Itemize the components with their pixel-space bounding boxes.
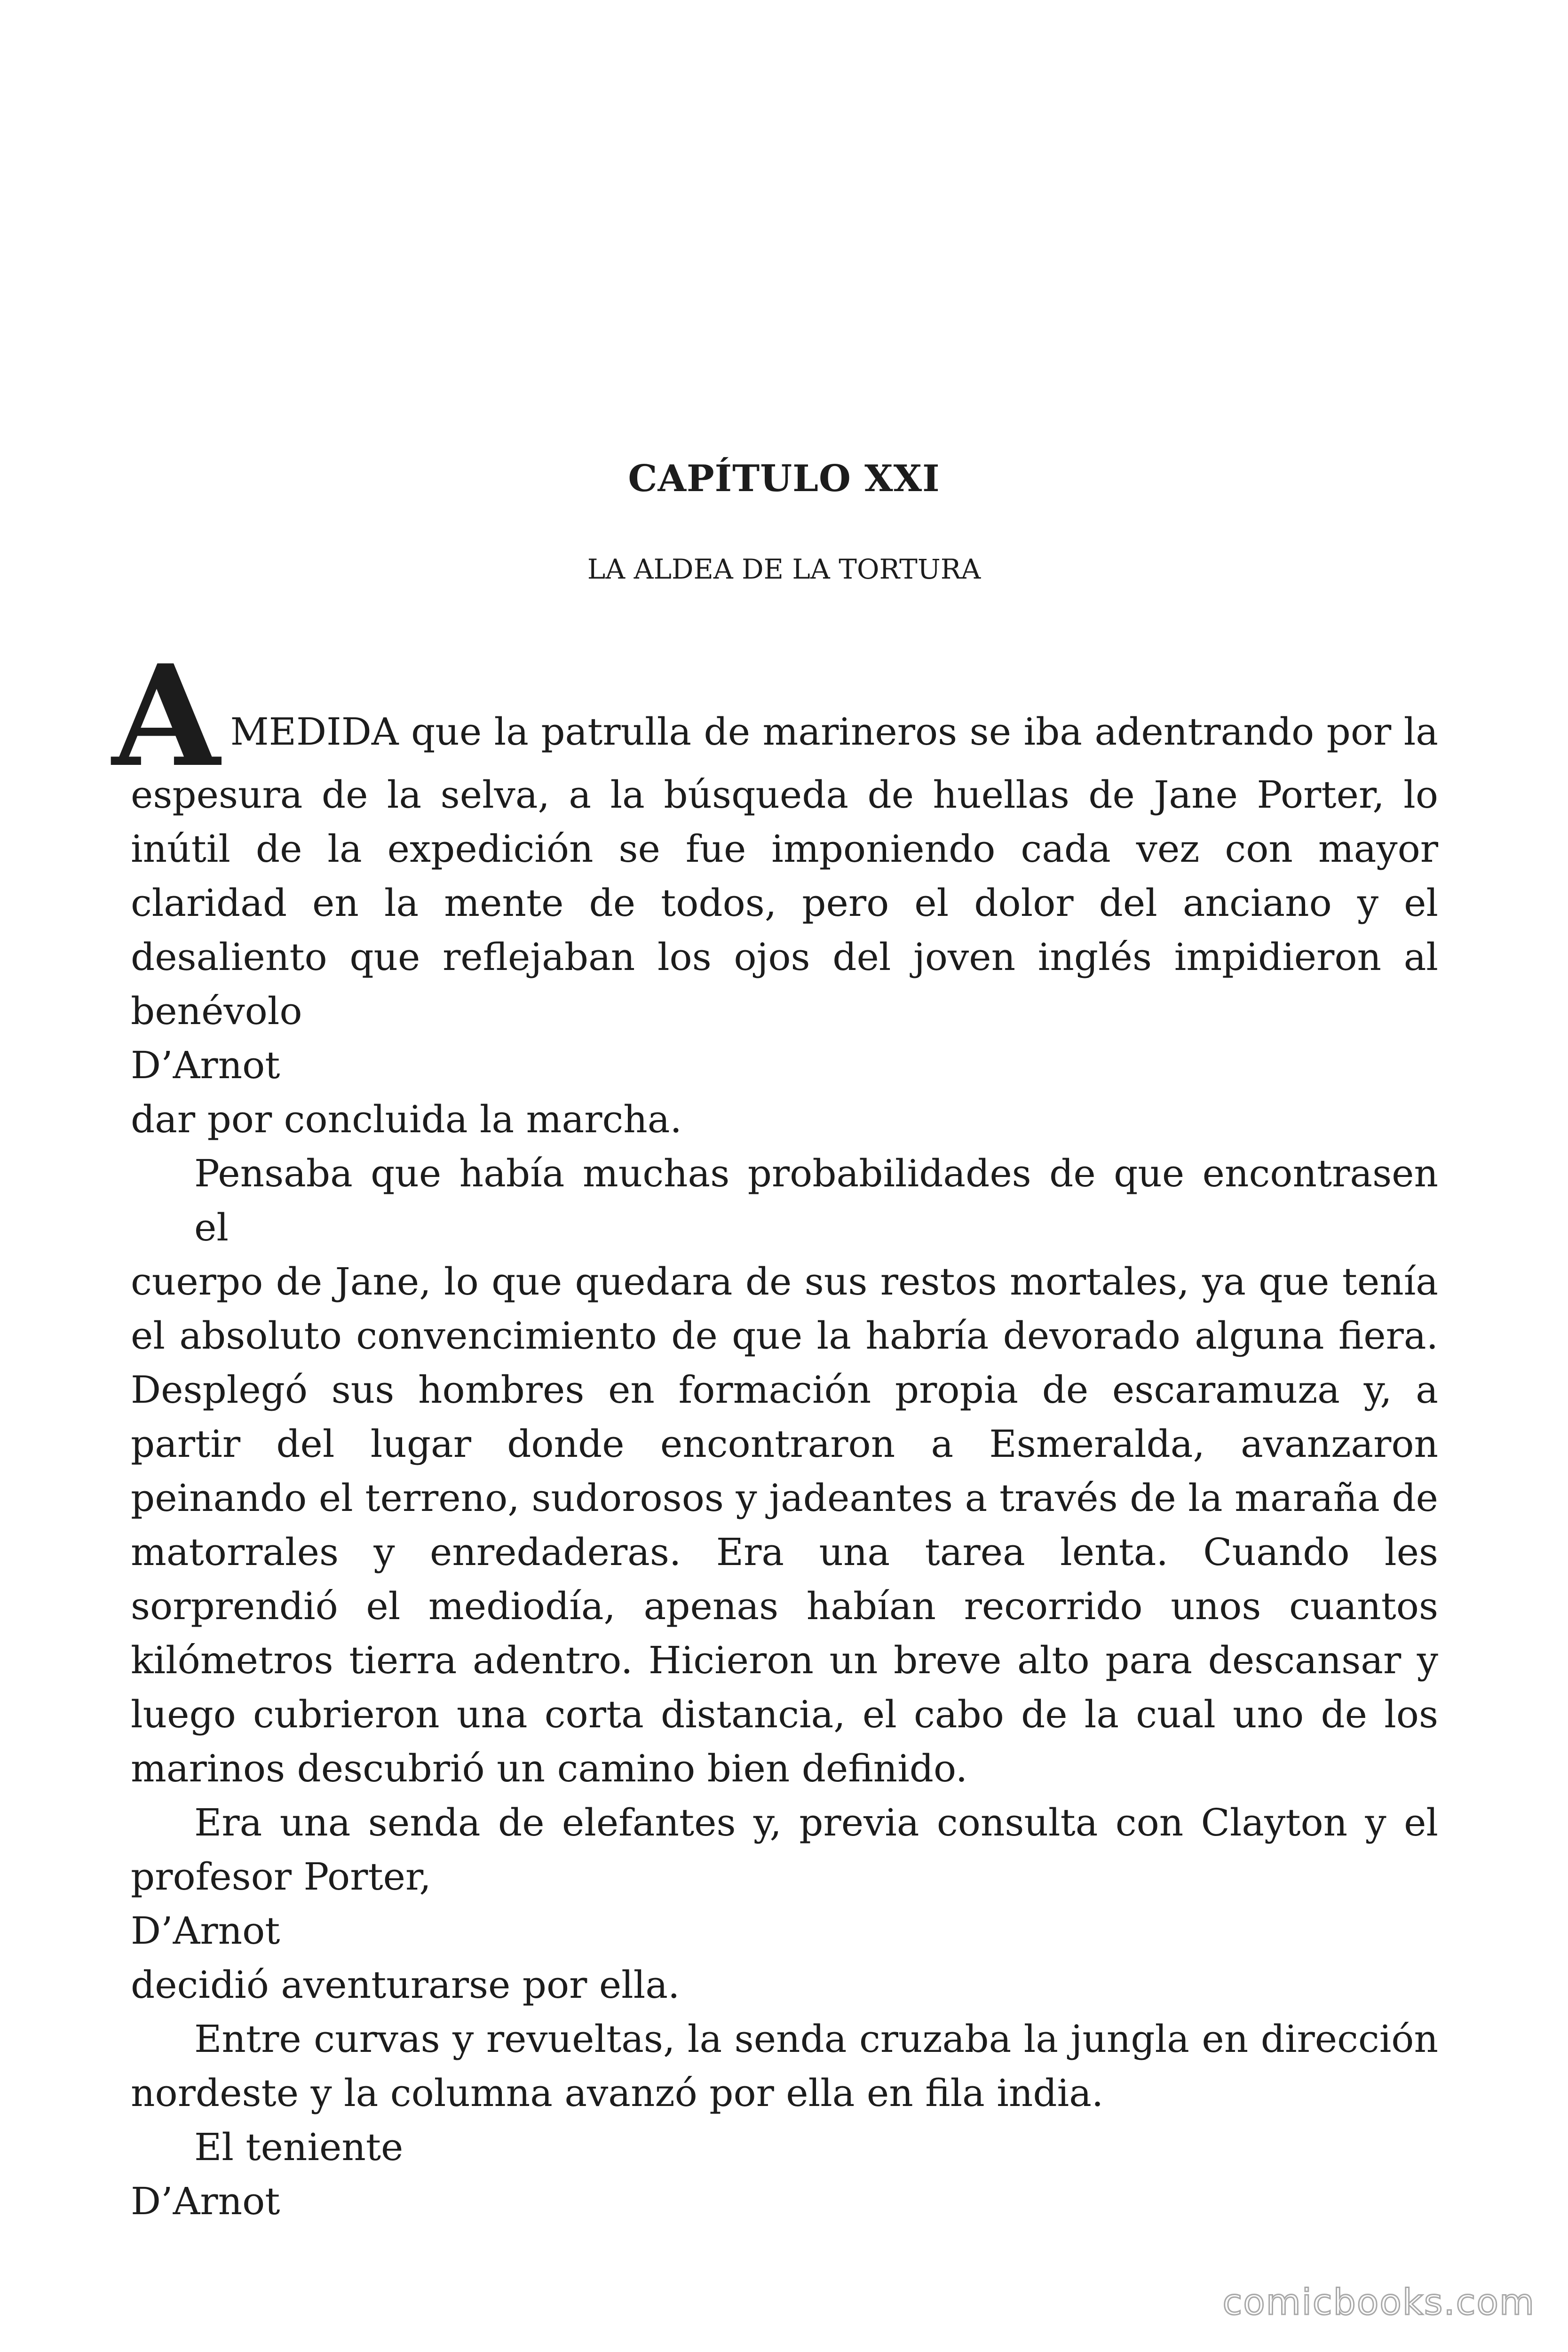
paragraph-line: D’Arnot	[131, 2179, 280, 2223]
paragraph-line: marinos descubrió un camino bien definido.	[131, 1747, 968, 1790]
paragraph-line: profesor Porter,	[131, 1855, 431, 1899]
paragraph-line: desaliento que reflejaban los ojos del joven inglés impidieron al	[131, 935, 1438, 979]
watermark-logo: comicbooks.com	[1222, 2281, 1535, 2323]
paragraph-line: D’Arnot	[131, 1043, 280, 1087]
paragraph-5	[131, 2120, 1438, 2228]
paragraph-line: partir del lugar donde encontraron a Esmeralda, avanzaron	[131, 1422, 1438, 1466]
paragraph-line: dar por concluida la marcha.	[131, 1097, 682, 1141]
paragraph-1	[112, 634, 1438, 1146]
paragraph-2	[131, 1146, 1438, 1796]
paragraph-line: El teniente	[194, 2125, 404, 2169]
drop-cap: A	[112, 634, 220, 798]
paragraph-line: luego cubrieron una corta distancia, el cabo de la cual uno de los	[131, 1692, 1438, 1736]
paragraph-line: espesura de la selva, a la búsqueda de huellas de Jane Porter, lo	[131, 773, 1438, 817]
paragraph-line: inútil de la expedición se fue imponiendo cada vez con mayor	[131, 827, 1438, 871]
paragraph-line: sorprendió el mediodía, apenas habían recorrido unos cuantos	[131, 1584, 1438, 1628]
paragraph-line: MEDIDA que la patrulla de marineros se iba adentrando por la	[230, 710, 1438, 754]
paragraph-line: peinando el terreno, sudorosos y jadeantes a través de la maraña de	[131, 1476, 1438, 1520]
paragraph-line: claridad en la mente de todos, pero el dolor del anciano y el	[131, 881, 1438, 925]
paragraph-3	[131, 1796, 1438, 2012]
paragraph-line: benévolo	[131, 989, 302, 1033]
chapter-number: CAPÍTULO XXI	[628, 457, 940, 500]
paragraph-line: Entre curvas y revueltas, la senda cruzaba la jungla en dirección	[194, 2017, 1438, 2061]
paragraph-line: D’Arnot	[131, 1909, 280, 1953]
paragraph-line: el absoluto convencimiento de que la habría devorado alguna fiera.	[131, 1314, 1438, 1358]
paragraph-line: decidió aventurarse por ella.	[131, 1963, 680, 2007]
chapter-title: LA ALDEA DE LA TORTURA	[587, 553, 981, 585]
paragraph-line: nordeste y la columna avanzó por ella en fila india.	[131, 2071, 1104, 2115]
chapter-body	[112, 634, 1438, 2228]
paragraph-4	[131, 2012, 1438, 2120]
paragraph-line: Desplegó sus hombres en formación propia de escaramuza y, a	[131, 1368, 1438, 1412]
paragraph-line: Era una senda de elefantes y, previa consulta con Clayton y el	[194, 1801, 1438, 1844]
paragraph-line: kilómetros tierra adentro. Hicieron un breve alto para descansar y	[131, 1638, 1438, 1682]
paragraph-line: matorrales y enredaderas. Era una tarea lenta. Cuando les	[131, 1530, 1438, 1574]
paragraph-line: cuerpo de Jane, lo que quedara de sus restos mortales, ya que tenía	[131, 1260, 1438, 1303]
paragraph-line: Pensaba que había muchas probabilidades de que encontrasen el	[194, 1152, 1438, 1249]
